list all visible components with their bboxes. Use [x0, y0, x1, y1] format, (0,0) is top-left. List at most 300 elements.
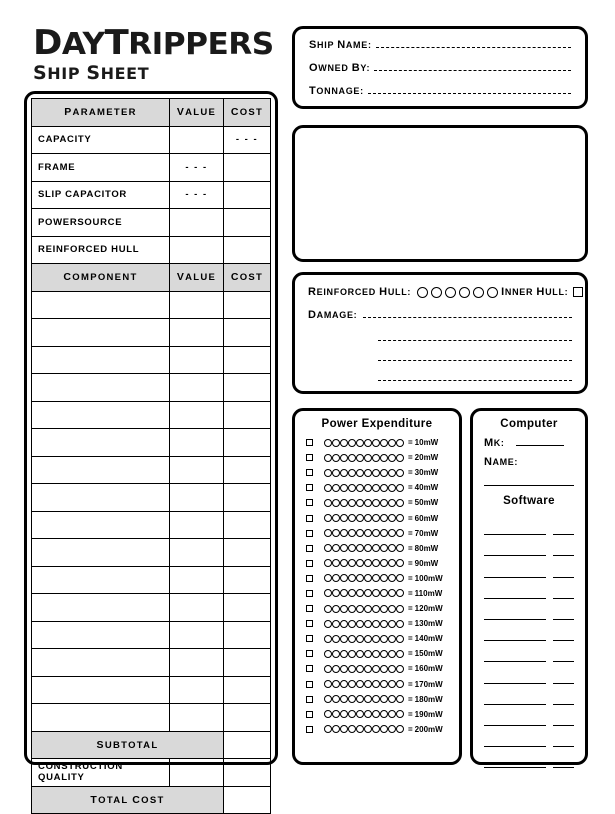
power-pip[interactable]	[380, 605, 388, 613]
power-pip[interactable]	[372, 650, 380, 658]
power-pip[interactable]	[332, 454, 340, 462]
power-pip[interactable]	[388, 605, 396, 613]
power-row-checkbox[interactable]	[306, 454, 313, 461]
power-pip[interactable]	[332, 559, 340, 567]
power-pip[interactable]	[396, 439, 404, 447]
power-pip[interactable]	[324, 635, 332, 643]
power-pip[interactable]	[380, 484, 388, 492]
power-pip[interactable]	[324, 454, 332, 462]
power-pip[interactable]	[340, 559, 348, 567]
power-pip[interactable]	[388, 635, 396, 643]
power-pip[interactable]	[356, 514, 364, 522]
power-pip[interactable]	[388, 529, 396, 537]
power-pip[interactable]	[380, 454, 388, 462]
component-cost-cell[interactable]	[224, 374, 271, 402]
total-cost-value-cell[interactable]	[224, 786, 271, 814]
power-pip[interactable]	[332, 635, 340, 643]
power-pip[interactable]	[348, 484, 356, 492]
component-name-cell[interactable]	[32, 621, 170, 649]
power-pip[interactable]	[372, 665, 380, 673]
power-pip[interactable]	[380, 529, 388, 537]
power-pip[interactable]	[396, 484, 404, 492]
power-pip[interactable]	[348, 605, 356, 613]
power-pip[interactable]	[372, 589, 380, 597]
power-pip[interactable]	[332, 499, 340, 507]
power-pip[interactable]	[380, 544, 388, 552]
power-pip[interactable]	[372, 454, 380, 462]
power-pip[interactable]	[380, 574, 388, 582]
component-value-cell[interactable]	[170, 456, 224, 484]
power-pip[interactable]	[348, 559, 356, 567]
component-name-cell[interactable]	[32, 594, 170, 622]
power-pip[interactable]	[380, 635, 388, 643]
power-pip[interactable]	[356, 620, 364, 628]
power-pip[interactable]	[380, 710, 388, 718]
power-pip[interactable]	[340, 529, 348, 537]
power-pip[interactable]	[324, 710, 332, 718]
power-pip[interactable]	[396, 559, 404, 567]
power-row-checkbox[interactable]	[306, 439, 313, 446]
ship-id-input[interactable]	[376, 38, 571, 48]
power-pip[interactable]	[356, 710, 364, 718]
power-row-checkbox[interactable]	[306, 530, 313, 537]
ship-id-input[interactable]	[374, 61, 571, 71]
component-name-cell[interactable]	[32, 346, 170, 374]
software-name-input[interactable]	[484, 669, 546, 684]
power-pip[interactable]	[332, 725, 340, 733]
power-pip[interactable]	[380, 589, 388, 597]
power-pip[interactable]	[332, 529, 340, 537]
power-pip[interactable]	[340, 484, 348, 492]
power-pip[interactable]	[340, 514, 348, 522]
component-cost-cell[interactable]	[224, 704, 271, 732]
component-value-cell[interactable]	[170, 539, 224, 567]
component-name-cell[interactable]	[32, 676, 170, 704]
power-pip[interactable]	[388, 665, 396, 673]
component-name-cell[interactable]	[32, 566, 170, 594]
power-pip[interactable]	[396, 514, 404, 522]
parameter-value-cell[interactable]	[170, 209, 224, 237]
power-pip[interactable]	[324, 439, 332, 447]
power-pip[interactable]	[388, 695, 396, 703]
power-pip[interactable]	[364, 559, 372, 567]
component-cost-cell[interactable]	[224, 319, 271, 347]
power-pip[interactable]	[396, 650, 404, 658]
power-pip[interactable]	[340, 439, 348, 447]
power-pip[interactable]	[372, 529, 380, 537]
power-pip[interactable]	[356, 484, 364, 492]
power-pip[interactable]	[324, 680, 332, 688]
component-name-cell[interactable]	[32, 539, 170, 567]
ship-sketch-box[interactable]	[292, 125, 588, 262]
power-row-checkbox[interactable]	[306, 545, 313, 552]
power-pip[interactable]	[324, 725, 332, 733]
power-pip[interactable]	[348, 544, 356, 552]
power-row-checkbox[interactable]	[306, 560, 313, 567]
power-pip[interactable]	[356, 559, 364, 567]
power-row-checkbox[interactable]	[306, 711, 313, 718]
power-pip[interactable]	[372, 499, 380, 507]
software-rating-input[interactable]	[553, 669, 574, 684]
power-pip[interactable]	[388, 650, 396, 658]
power-pip[interactable]	[396, 665, 404, 673]
power-row-checkbox[interactable]	[306, 484, 313, 491]
power-pip[interactable]	[324, 559, 332, 567]
software-name-input[interactable]	[484, 605, 546, 620]
power-pip[interactable]	[340, 680, 348, 688]
power-pip[interactable]	[372, 469, 380, 477]
power-pip[interactable]	[380, 499, 388, 507]
power-pip[interactable]	[332, 574, 340, 582]
power-pip[interactable]	[332, 469, 340, 477]
power-pip[interactable]	[324, 499, 332, 507]
power-row-checkbox[interactable]	[306, 650, 313, 657]
software-rating-input[interactable]	[553, 563, 574, 578]
computer-name-input[interactable]	[484, 473, 574, 486]
software-rating-input[interactable]	[553, 584, 574, 599]
power-pip[interactable]	[340, 544, 348, 552]
power-row-checkbox[interactable]	[306, 605, 313, 612]
power-pip[interactable]	[348, 529, 356, 537]
power-pip[interactable]	[380, 559, 388, 567]
power-pip[interactable]	[396, 725, 404, 733]
component-value-cell[interactable]	[170, 621, 224, 649]
power-pip[interactable]	[324, 650, 332, 658]
component-cost-cell[interactable]	[224, 621, 271, 649]
power-pip[interactable]	[364, 620, 372, 628]
construction-quality-value-cell[interactable]	[170, 759, 224, 787]
power-pip[interactable]	[332, 605, 340, 613]
power-pip[interactable]	[364, 710, 372, 718]
power-pip[interactable]	[356, 605, 364, 613]
power-pip[interactable]	[364, 454, 372, 462]
power-pip[interactable]	[340, 589, 348, 597]
component-value-cell[interactable]	[170, 511, 224, 539]
software-name-input[interactable]	[484, 626, 546, 641]
power-pip[interactable]	[396, 454, 404, 462]
power-pip[interactable]	[356, 454, 364, 462]
power-pip[interactable]	[348, 695, 356, 703]
parameter-cost-cell[interactable]	[224, 209, 271, 237]
power-pip[interactable]	[364, 680, 372, 688]
damage-line[interactable]	[378, 350, 572, 361]
power-pip[interactable]	[348, 454, 356, 462]
power-pip[interactable]	[356, 529, 364, 537]
power-pip[interactable]	[364, 665, 372, 673]
parameter-value-cell[interactable]	[170, 236, 224, 264]
power-pip[interactable]	[396, 635, 404, 643]
component-name-cell[interactable]	[32, 429, 170, 457]
power-row-checkbox[interactable]	[306, 499, 313, 506]
power-pip[interactable]	[340, 665, 348, 673]
component-value-cell[interactable]	[170, 319, 224, 347]
component-name-cell[interactable]	[32, 704, 170, 732]
power-pip[interactable]	[372, 680, 380, 688]
power-pip[interactable]	[324, 484, 332, 492]
power-pip[interactable]	[388, 574, 396, 582]
power-pip[interactable]	[340, 635, 348, 643]
power-pip[interactable]	[340, 695, 348, 703]
power-pip[interactable]	[372, 635, 380, 643]
power-pip[interactable]	[356, 574, 364, 582]
power-pip[interactable]	[340, 650, 348, 658]
power-pip[interactable]	[332, 484, 340, 492]
subtotal-value-cell[interactable]	[224, 731, 271, 759]
component-value-cell[interactable]	[170, 566, 224, 594]
component-value-cell[interactable]	[170, 484, 224, 512]
component-cost-cell[interactable]	[224, 511, 271, 539]
power-pip[interactable]	[396, 574, 404, 582]
component-name-cell[interactable]	[32, 456, 170, 484]
power-pip[interactable]	[332, 665, 340, 673]
power-pip[interactable]	[396, 589, 404, 597]
power-pip[interactable]	[372, 605, 380, 613]
reinforced-hull-pips[interactable]	[417, 287, 501, 298]
power-pip[interactable]	[396, 499, 404, 507]
software-name-input[interactable]	[484, 753, 546, 768]
component-cost-cell[interactable]	[224, 346, 271, 374]
power-pip[interactable]	[348, 635, 356, 643]
power-pip[interactable]	[340, 620, 348, 628]
component-cost-cell[interactable]	[224, 484, 271, 512]
power-pip[interactable]	[388, 499, 396, 507]
power-row-checkbox[interactable]	[306, 515, 313, 522]
power-pip[interactable]	[380, 665, 388, 673]
power-pip[interactable]	[380, 650, 388, 658]
power-pip[interactable]	[356, 544, 364, 552]
power-pip[interactable]	[388, 620, 396, 628]
power-pip[interactable]	[396, 710, 404, 718]
power-pip[interactable]	[372, 725, 380, 733]
power-pip[interactable]	[380, 620, 388, 628]
power-pip[interactable]	[388, 710, 396, 718]
power-pip[interactable]	[324, 695, 332, 703]
component-value-cell[interactable]	[170, 594, 224, 622]
power-pip[interactable]	[396, 605, 404, 613]
hull-pip[interactable]	[459, 287, 470, 298]
power-pip[interactable]	[348, 620, 356, 628]
power-pip[interactable]	[348, 499, 356, 507]
component-cost-cell[interactable]	[224, 401, 271, 429]
power-pip[interactable]	[388, 725, 396, 733]
power-pip[interactable]	[388, 559, 396, 567]
software-name-input[interactable]	[484, 563, 546, 578]
construction-quality-cost-cell[interactable]	[224, 759, 271, 787]
power-row-checkbox[interactable]	[306, 726, 313, 733]
component-name-cell[interactable]	[32, 401, 170, 429]
component-cost-cell[interactable]	[224, 676, 271, 704]
power-pip[interactable]	[388, 589, 396, 597]
component-value-cell[interactable]	[170, 676, 224, 704]
component-name-cell[interactable]	[32, 649, 170, 677]
power-pip[interactable]	[332, 680, 340, 688]
power-pip[interactable]	[364, 650, 372, 658]
software-rating-input[interactable]	[553, 732, 574, 747]
hull-pip[interactable]	[445, 287, 456, 298]
power-pip[interactable]	[372, 695, 380, 703]
component-name-cell[interactable]	[32, 291, 170, 319]
component-value-cell[interactable]	[170, 704, 224, 732]
power-pip[interactable]	[388, 439, 396, 447]
power-pip[interactable]	[356, 589, 364, 597]
power-pip[interactable]	[332, 695, 340, 703]
damage-line[interactable]	[378, 330, 572, 341]
software-rating-input[interactable]	[553, 520, 574, 535]
power-pip[interactable]	[364, 605, 372, 613]
power-pip[interactable]	[356, 439, 364, 447]
power-pip[interactable]	[324, 620, 332, 628]
power-pip[interactable]	[372, 439, 380, 447]
power-row-checkbox[interactable]	[306, 696, 313, 703]
software-name-input[interactable]	[484, 541, 546, 556]
power-pip[interactable]	[396, 469, 404, 477]
power-pip[interactable]	[348, 710, 356, 718]
power-pip[interactable]	[388, 544, 396, 552]
power-pip[interactable]	[372, 514, 380, 522]
power-pip[interactable]	[364, 635, 372, 643]
component-cost-cell[interactable]	[224, 649, 271, 677]
component-value-cell[interactable]	[170, 401, 224, 429]
software-name-input[interactable]	[484, 732, 546, 747]
power-pip[interactable]	[332, 589, 340, 597]
component-name-cell[interactable]	[32, 484, 170, 512]
power-pip[interactable]	[372, 544, 380, 552]
power-pip[interactable]	[372, 620, 380, 628]
power-pip[interactable]	[388, 454, 396, 462]
power-pip[interactable]	[364, 725, 372, 733]
power-pip[interactable]	[380, 439, 388, 447]
power-pip[interactable]	[348, 665, 356, 673]
power-pip[interactable]	[380, 695, 388, 703]
inner-hull-checkbox[interactable]	[573, 287, 583, 297]
power-pip[interactable]	[364, 514, 372, 522]
power-pip[interactable]	[324, 574, 332, 582]
power-pip[interactable]	[388, 514, 396, 522]
power-pip[interactable]	[340, 725, 348, 733]
power-pip[interactable]	[396, 544, 404, 552]
power-pip[interactable]	[324, 544, 332, 552]
power-pip[interactable]	[388, 484, 396, 492]
power-pip[interactable]	[372, 574, 380, 582]
power-pip[interactable]	[364, 574, 372, 582]
component-value-cell[interactable]	[170, 291, 224, 319]
component-name-cell[interactable]	[32, 319, 170, 347]
component-cost-cell[interactable]	[224, 594, 271, 622]
power-pip[interactable]	[324, 665, 332, 673]
power-pip[interactable]	[324, 469, 332, 477]
power-pip[interactable]	[332, 514, 340, 522]
component-value-cell[interactable]	[170, 374, 224, 402]
damage-line[interactable]	[363, 307, 572, 318]
power-pip[interactable]	[380, 680, 388, 688]
power-pip[interactable]	[356, 725, 364, 733]
software-rating-input[interactable]	[553, 605, 574, 620]
power-pip[interactable]	[388, 469, 396, 477]
power-pip[interactable]	[340, 454, 348, 462]
software-rating-input[interactable]	[553, 626, 574, 641]
power-row-checkbox[interactable]	[306, 681, 313, 688]
power-pip[interactable]	[396, 620, 404, 628]
software-rating-input[interactable]	[553, 753, 574, 768]
hull-pip[interactable]	[487, 287, 498, 298]
power-pip[interactable]	[364, 469, 372, 477]
power-pip[interactable]	[324, 514, 332, 522]
power-pip[interactable]	[340, 710, 348, 718]
power-pip[interactable]	[340, 499, 348, 507]
hull-pip[interactable]	[473, 287, 484, 298]
component-value-cell[interactable]	[170, 649, 224, 677]
power-pip[interactable]	[356, 680, 364, 688]
power-pip[interactable]	[340, 605, 348, 613]
power-pip[interactable]	[364, 484, 372, 492]
power-pip[interactable]	[364, 589, 372, 597]
component-cost-cell[interactable]	[224, 566, 271, 594]
power-pip[interactable]	[396, 680, 404, 688]
component-name-cell[interactable]	[32, 511, 170, 539]
power-pip[interactable]	[348, 650, 356, 658]
power-pip[interactable]	[348, 439, 356, 447]
power-row-checkbox[interactable]	[306, 620, 313, 627]
power-row-checkbox[interactable]	[306, 590, 313, 597]
power-pip[interactable]	[380, 725, 388, 733]
power-pip[interactable]	[324, 589, 332, 597]
power-pip[interactable]	[348, 469, 356, 477]
power-row-checkbox[interactable]	[306, 469, 313, 476]
damage-line[interactable]	[378, 370, 572, 381]
power-pip[interactable]	[332, 710, 340, 718]
power-pip[interactable]	[356, 695, 364, 703]
power-pip[interactable]	[372, 710, 380, 718]
component-name-cell[interactable]	[32, 374, 170, 402]
software-rating-input[interactable]	[553, 711, 574, 726]
software-name-input[interactable]	[484, 711, 546, 726]
component-cost-cell[interactable]	[224, 456, 271, 484]
parameter-value-cell[interactable]	[170, 126, 224, 154]
software-name-input[interactable]	[484, 520, 546, 535]
power-pip[interactable]	[332, 544, 340, 552]
power-pip[interactable]	[356, 469, 364, 477]
power-row-checkbox[interactable]	[306, 635, 313, 642]
computer-mk-input[interactable]	[516, 437, 564, 446]
power-pip[interactable]	[356, 650, 364, 658]
power-pip[interactable]	[364, 499, 372, 507]
power-pip[interactable]	[348, 589, 356, 597]
parameter-cost-cell[interactable]	[224, 181, 271, 209]
power-pip[interactable]	[380, 514, 388, 522]
software-name-input[interactable]	[484, 690, 546, 705]
power-pip[interactable]	[348, 725, 356, 733]
power-pip[interactable]	[356, 499, 364, 507]
ship-id-input[interactable]	[368, 84, 571, 94]
power-pip[interactable]	[372, 559, 380, 567]
power-pip[interactable]	[372, 484, 380, 492]
power-pip[interactable]	[340, 469, 348, 477]
power-pip[interactable]	[332, 650, 340, 658]
software-name-input[interactable]	[484, 647, 546, 662]
power-pip[interactable]	[396, 695, 404, 703]
power-pip[interactable]	[332, 439, 340, 447]
component-cost-cell[interactable]	[224, 429, 271, 457]
power-pip[interactable]	[324, 605, 332, 613]
hull-pip[interactable]	[431, 287, 442, 298]
parameter-cost-cell[interactable]	[224, 236, 271, 264]
software-rating-input[interactable]	[553, 690, 574, 705]
power-pip[interactable]	[396, 529, 404, 537]
power-pip[interactable]	[364, 439, 372, 447]
power-pip[interactable]	[324, 529, 332, 537]
hull-pip[interactable]	[417, 287, 428, 298]
power-row-checkbox[interactable]	[306, 575, 313, 582]
